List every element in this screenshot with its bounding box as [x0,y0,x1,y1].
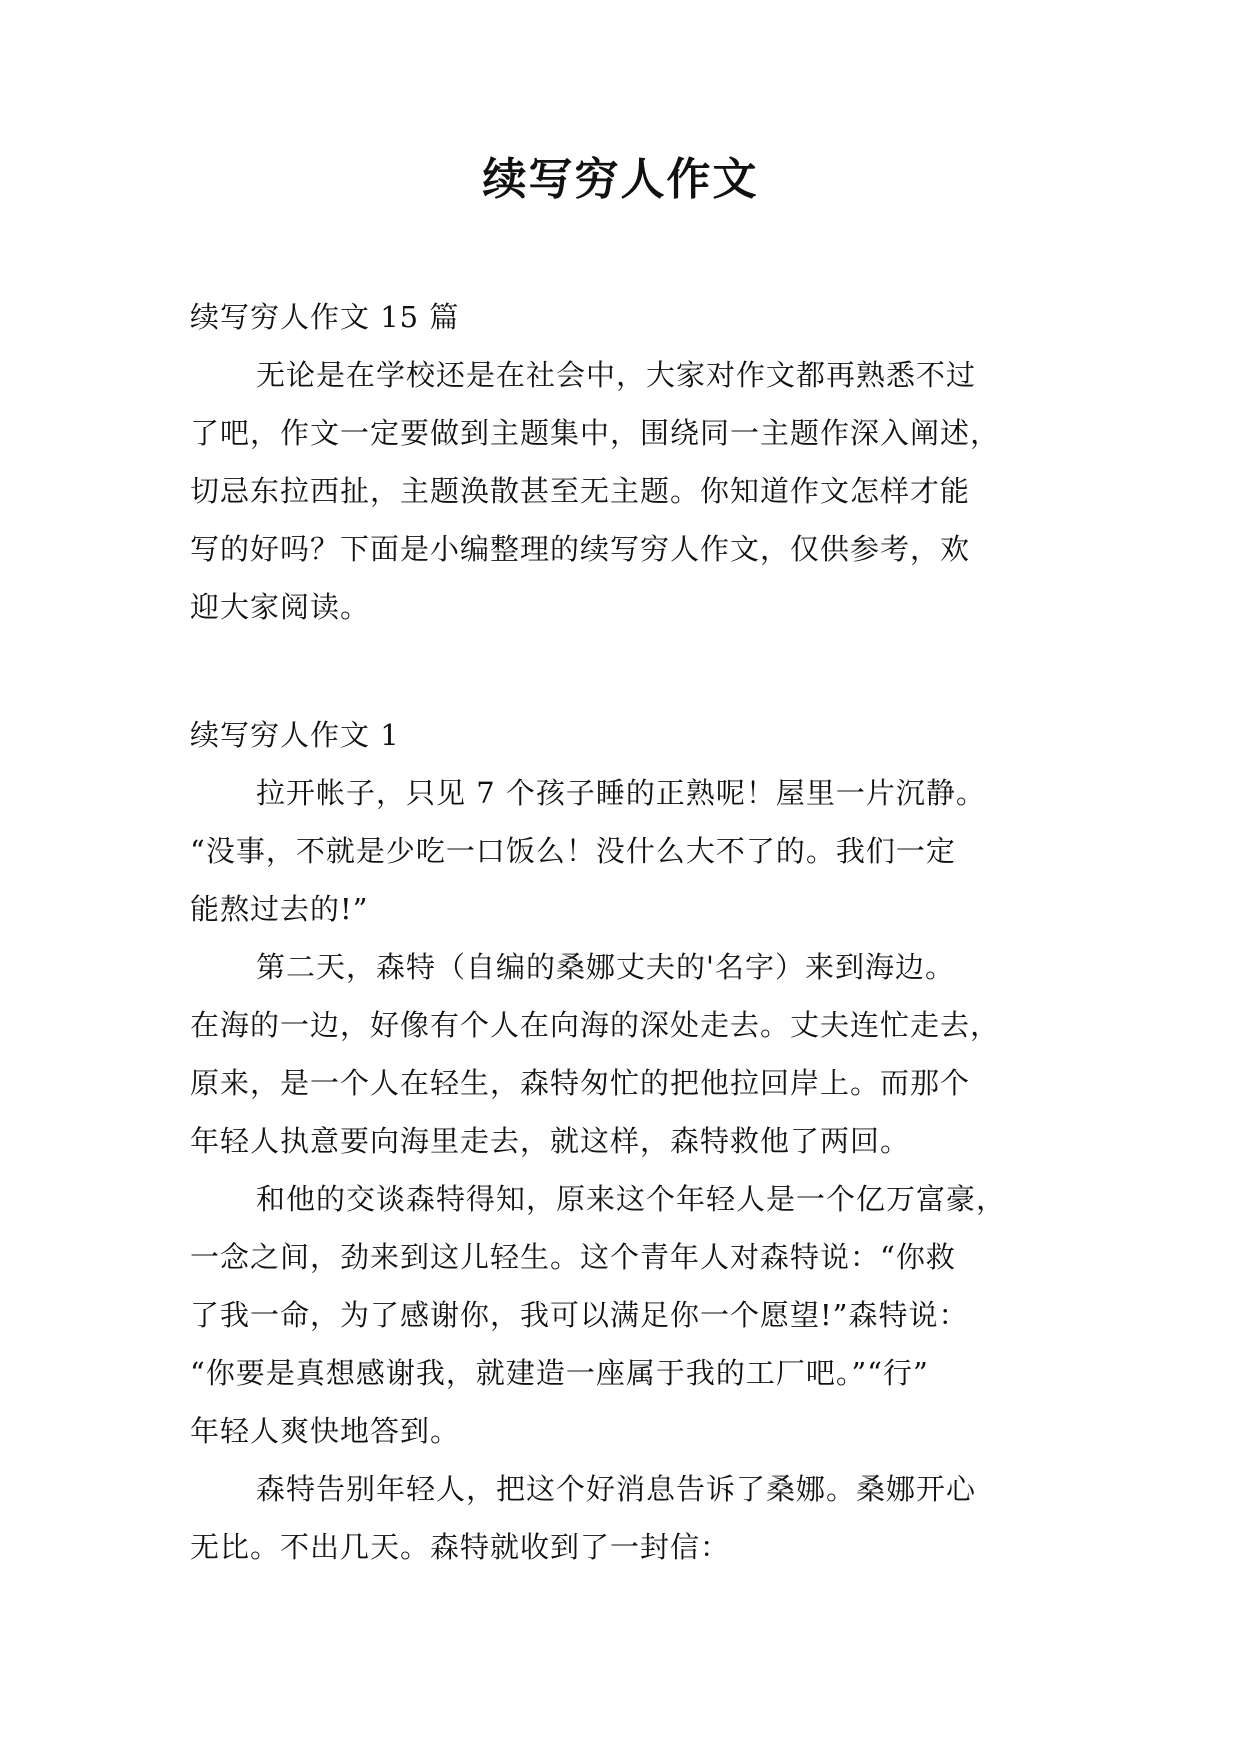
text-line: 无论是在学校还是在社会中，大家对作文都再熟悉不过 [256,358,977,392]
text-line: 森特告别年轻人，把这个好消息告诉了桑娜。桑娜开心 [256,1472,977,1506]
text-line: “没事，不就是少吃一口饭么！没什么大不了的。我们一定 [190,834,956,868]
paragraph [190,346,1060,636]
text-line: 年轻人爽快地答到。 [190,1414,461,1448]
paragraph [190,1170,1060,1460]
text-line: 第二天，森特（自编的桑娜丈夫的'名字）来到海边。 [256,950,955,984]
text-line: “你要是真想感谢我，就建造一座属于我的工厂吧。”“行” [190,1356,929,1390]
section-spacer [190,636,1060,706]
text-line: 无比。不出几天。森特就收到了一封信： [190,1530,731,1564]
text-line: 迎大家阅读。 [190,590,371,624]
section-heading [190,706,1060,764]
document-body [190,288,1060,1576]
paragraph [190,1460,1060,1576]
text-line: 和他的交谈森特得知，原来这个年轻人是一个亿万富豪， [256,1182,1007,1216]
text-line: 原来，是一个人在轻生，森特匆忙的把他拉回岸上。而那个 [190,1066,971,1100]
text-line: 了我一命，为了感谢你，我可以满足你一个愿望!”森特说： [190,1298,969,1332]
text-line: 拉开帐子，只见 7 个孩子睡的正熟呢！屋里一片沉静。 [256,776,986,810]
paragraph [190,764,1060,938]
text-line: 写的好吗？下面是小编整理的续写穷人作文，仅供参考，欢 [190,532,971,566]
section-heading [190,288,1060,346]
text-line: 续写穷人作文 15 篇 [190,300,460,334]
text-line: 在海的一边，好像有个人在向海的深处走去。丈夫连忙走去， [190,1008,1001,1042]
text-line: 一念之间，劲来到这儿轻生。这个青年人对森特说：“你救 [190,1240,956,1274]
document-title: 续写穷人作文 [482,154,759,205]
text-line: 能熬过去的!” [190,892,369,926]
text-line: 年轻人执意要向海里走去，就这样，森特救他了两回。 [190,1124,911,1158]
paragraph [190,938,1060,1170]
text-line: 续写穷人作文 1 [190,718,400,752]
text-line: 了吧，作文一定要做到主题集中，围绕同一主题作深入阐述， [190,416,1001,450]
text-line: 切忌东拉西扯，主题涣散甚至无主题。你知道作文怎样才能 [190,474,971,508]
